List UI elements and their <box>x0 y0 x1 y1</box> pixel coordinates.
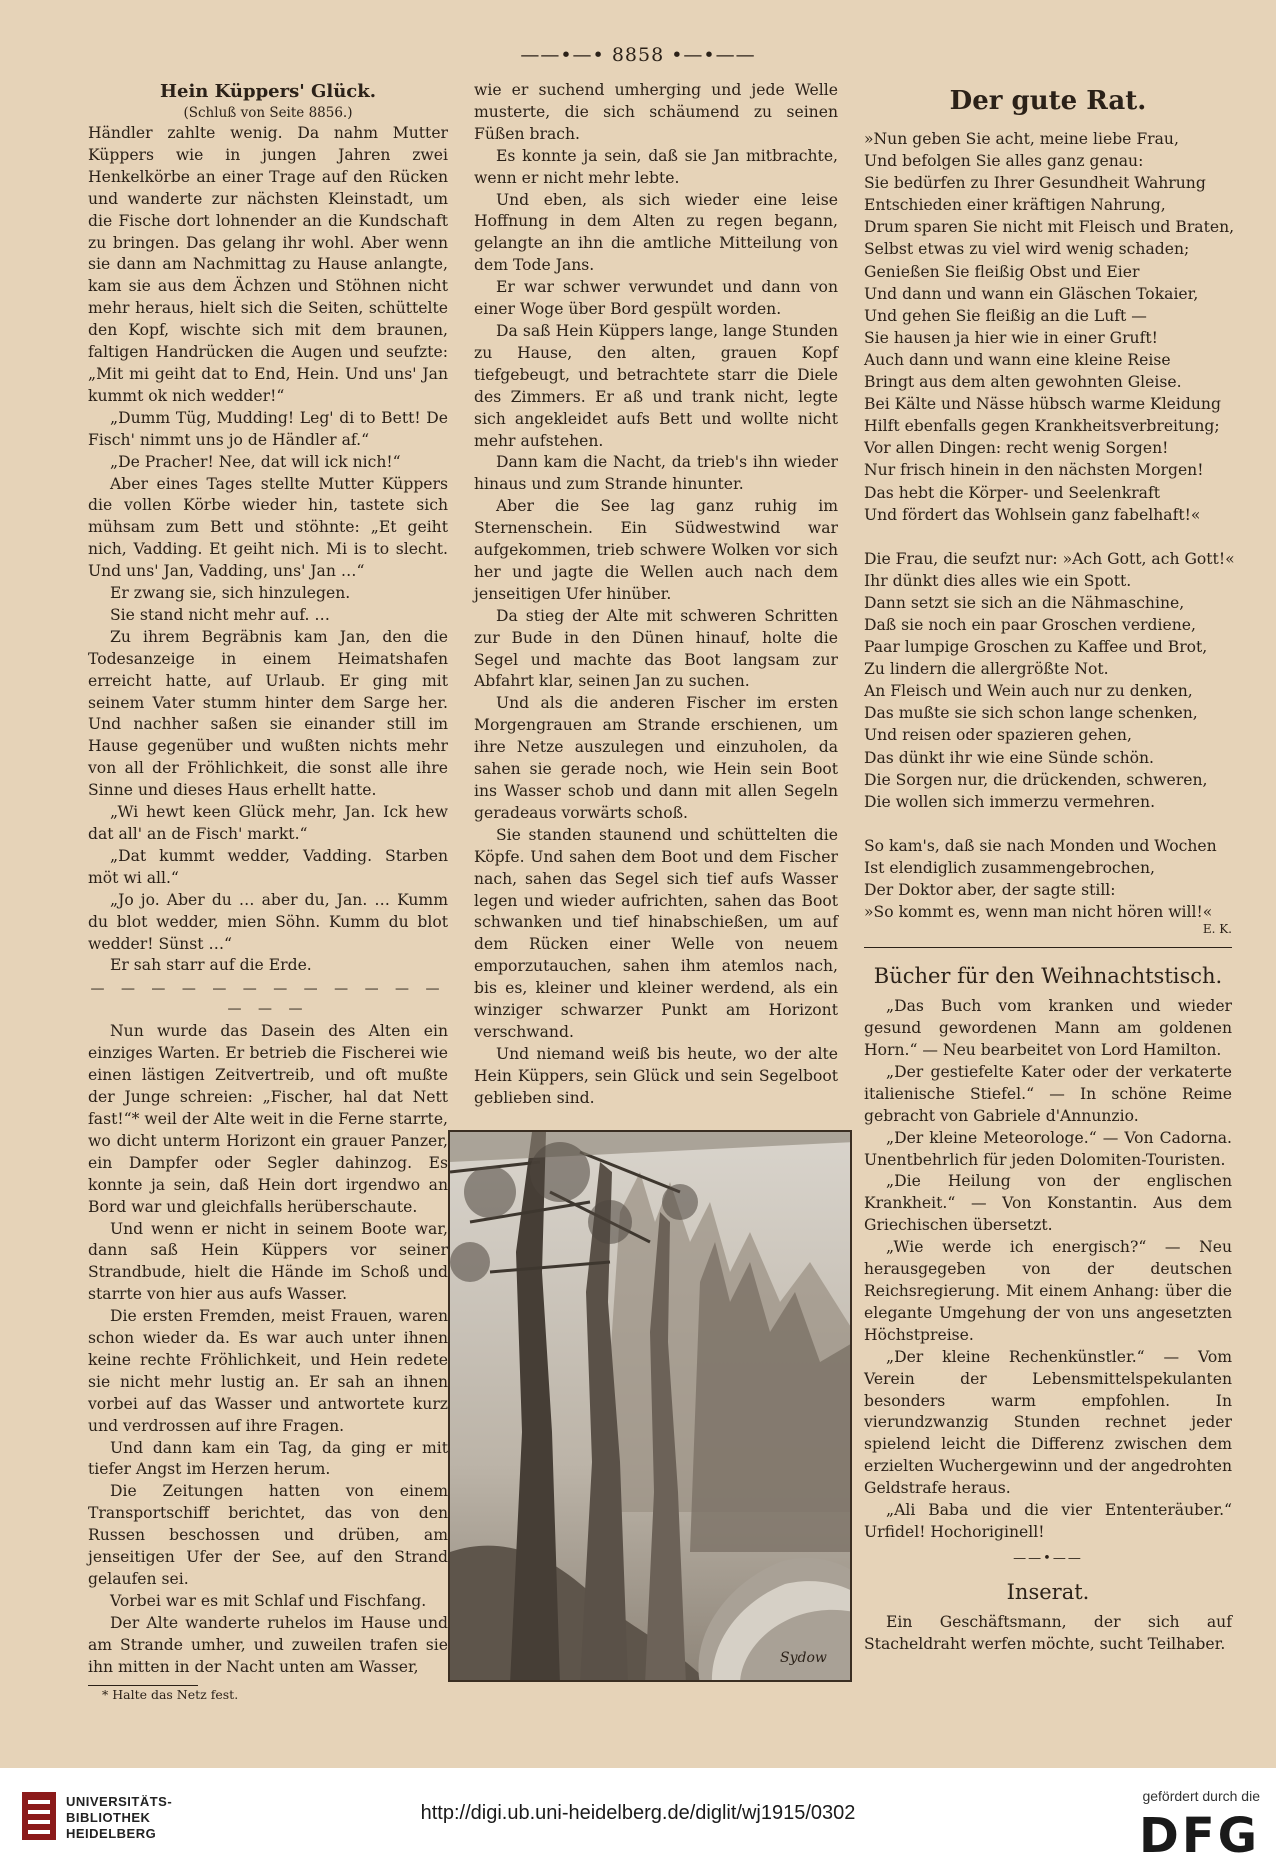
poem-line: Ist elendiglich zusammengebrochen, <box>864 858 1155 877</box>
paragraph: Aber die See lag ganz ruhig im Sternenschein. Ein Südwestwind war aufgekommen, trieb schwere Wolken vor sich her und jagte die Wellen auch nach dem jenseitigen Ufer hinüber. <box>474 497 838 603</box>
paragraph: Die ersten Fremden, meist Frauen, waren schon wieder da. Es war auch unter ihnen keine rechte Fröhlichkeit, und Hein redete sie nicht mehr lustig an. Er sah an ihnen vorbei auf das Wasser und antwortete kurz und verdrossen auf ihre Fragen. <box>88 1307 448 1435</box>
paragraph: Zu ihrem Begräbnis kam Jan, den die Todesanzeige in einem Heimatshafen erreicht hatte, auf Urlaub. Er ging mit seinem Vater stumm hinter dem Sarge her. Und nachher saßen sie einander still im Hause gegenüber und wußten nichts mehr von all der Fröhlichkeit, die sonst alle ihre Sinne und dieses Haus erhellt hatte. <box>88 627 448 800</box>
inserat-title: Inserat. <box>1006 1579 1090 1604</box>
poem-line: Das mußte sie sich schon lange schenken, <box>864 704 1198 723</box>
poem-line: Dann setzt sie sich an die Nähmaschine, <box>864 593 1185 612</box>
paragraph: wie er suchend umherging und jede Welle musterte, die sich schäumend zu seinen Füßen brach. <box>474 81 838 143</box>
poem-title: Der gute Rat. <box>949 86 1147 116</box>
book-item: „Der kleine Rechenkünstler.“ — Vom Verein der Lebensmittelspekulanten besonders warm empfohlen. In vierundzwanzig Stunden rechnet jeder spielend leicht die Differenz zwischen dem erzielten Wuchergewinn und der angedrohten Geldstrafe heraus. <box>864 1347 1232 1498</box>
section-rule <box>864 947 1232 948</box>
poem-line: Nur frisch hinein in den nächsten Morgen! <box>864 461 1204 480</box>
page-number-ornament-right: •—•—— <box>671 44 756 66</box>
poem-line: Ihr dünkt dies alles wie ein Spott. <box>864 571 1132 590</box>
poem-line: Die Frau, die seufzt nur: »Ach Gott, ach Gott!« <box>864 549 1235 568</box>
paragraph: Dann kam die Nacht, da trieb's ihn wieder hinaus und zum Strande hinunter. <box>474 453 838 494</box>
poem-line: So kam's, daß sie nach Monden und Wochen <box>864 836 1217 855</box>
paragraph: Er zwang sie, sich hinzulegen. <box>110 584 351 603</box>
poem-line: Auch dann und wann eine kleine Reise <box>864 350 1171 369</box>
poem-line: Genießen Sie fleißig Obst und Eier <box>864 262 1140 281</box>
section-divider: — — — — — — — — — — — — — — — <box>90 981 446 1018</box>
library-line-3: HEIDELBERG <box>66 1826 157 1841</box>
inserat-section <box>864 1578 1232 1656</box>
poem-line: Sie hausen ja hier wie in einer Gruft! <box>864 328 1158 347</box>
library-line-2: BIBLIOTHEK <box>66 1810 151 1825</box>
inserat-text: Ein Geschäftsmann, der sich auf Stacheldraht werfen möchte, sucht Teilhaber. <box>864 1612 1232 1653</box>
column-2 <box>474 80 838 1110</box>
article-title: Hein Küppers' Glück. <box>160 81 376 102</box>
paragraph: Sie stand nicht mehr auf. … <box>110 605 330 624</box>
poem-line: Der Doktor aber, der sagte still: <box>864 881 1116 899</box>
article-subtitle: (Schluß von Seite 8856.) <box>183 105 353 121</box>
paragraph: „Dumm Tüg, Mudding! Leg' di to Bett! De Fisch' nimmt uns jo de Händler af.“ <box>88 408 448 449</box>
paragraph: Und wenn er nicht in seinem Boote war, dann saß Hein Küppers vor seiner Strandbude, hielt die Hände im Schoß und starrte von hier aus aufs Wasser. <box>88 1219 448 1304</box>
paragraph: Und als die anderen Fischer im ersten Morgengrauen am Strande erschienen, um ihre Netze auszulegen und einzuholen, da sahen sie gerade noch, wie Hein sein Boot ins Wasser schob und dann mit allen Segeln geradeaus vorwärts schoß. <box>474 694 838 822</box>
poem-line: Das hebt die Körper- und Seelenkraft <box>864 483 1161 502</box>
paragraph: Nun wurde das Dasein des Alten ein einziges Warten. Er betrieb die Fischerei wie einen lästigen Zeitvertreib, und oft mußte der Junge schreien: „Fischer, hal dat Nett fast!“* weil der Alte weit in die Ferne starrte, wo dicht unterm Horizont ein grauer Panzer, ein Dampfer oder Segler dahinzog. Es konnte ja sein, daß Hein dort irgendwo an Bord war und gleichfalls herüberschaute. <box>88 1022 448 1216</box>
paragraph: „Dat kummt wedder, Vadding. Starben möt wi all.“ <box>88 846 448 887</box>
poem-line: Zu lindern die allergrößte Not. <box>864 660 1109 679</box>
paragraph: „Jo jo. Aber du … aber du, Jan. … Kumm du blot wedder, mien Söhn. Kumm du blot wedder! Sünst …“ <box>88 890 448 953</box>
paragraph: Da stieg der Alte mit schweren Schritten zur Bude in den Dünen hinauf, holte die Segel und machte das Boot langsam zur Abfahrt klar, seinen Jan zu suchen. <box>474 606 838 691</box>
footnote: * Halte das Netz fest. <box>102 1686 239 1702</box>
book-item: „Wie werde ich energisch?“ — Neu herausgegeben von der deutschen Reichsregierung. Mit einem Anhang: über die elegante Umgehung der von uns angesetzten Höchstpreise. <box>864 1238 1232 1344</box>
paragraph: Der Alte wanderte ruhelos im Hause und am Strande umher, und zuweilen trafen sie ihn mitten in der Nacht unten am Wasser, <box>88 1613 448 1676</box>
paragraph: „Wi hewt keen Glück mehr, Jan. Ick hew dat all' an de Fisch' markt.“ <box>88 803 448 843</box>
book-item: „Der gestiefelte Kater oder der verkaterte italienische Stiefel.“ — In schöne Reime gebracht von Gabriele d'Annunzio. <box>864 1062 1232 1125</box>
poem-line: Sie bedürfen zu Ihrer Gesundheit Wahrung <box>864 174 1206 193</box>
poem-line: Die wollen sich immerzu vermehren. <box>864 792 1156 811</box>
book-item: „Der kleine Meteorologe.“ — Von Cadorna. Unentbehrlich für jeden Dolomiten-Touristen. <box>864 1128 1232 1169</box>
poem-line: Und reisen oder spazieren gehen, <box>864 726 1132 745</box>
library-line-1: UNIVERSITÄTS- <box>66 1794 173 1809</box>
poem-line: Und dann und wann ein Gläschen Tokaier, <box>864 284 1199 303</box>
page-number-value: 8858 <box>611 44 665 66</box>
book-item: „Die Heilung von der englischen Krankheit.“ — Von Konstantin. Aus dem Griechischen übersetzt. <box>864 1172 1232 1235</box>
poem-line: »So kommt es, wenn man nicht hören will!« <box>864 903 1213 922</box>
column-1 <box>88 80 448 1703</box>
artist-signature: Sydow <box>780 1650 827 1666</box>
footer-bar <box>0 1768 1276 1873</box>
poem-line: Und befolgen Sie alles ganz genau: <box>864 152 1144 171</box>
dfg-logo: DFG <box>1138 1808 1260 1864</box>
poem-line: Hilft ebenfalls gegen Krankheitsverbreitung; <box>864 417 1220 436</box>
poem-stanza-2 <box>864 548 1235 813</box>
paragraph: Es konnte ja sein, daß sie Jan mitbrachte, wenn er nicht mehr lebte. <box>474 146 838 187</box>
forest-picture <box>450 1132 852 1682</box>
paragraph: Er sah starr auf die Erde. <box>110 956 312 975</box>
ornament-divider: ——•—— <box>1013 1550 1083 1566</box>
poem-stanza-3 <box>864 835 1232 923</box>
poem-line: Und fördert das Wohlsein ganz fabelhaft!« <box>864 505 1201 524</box>
poem-line: Bei Kälte und Nässe hübsch warme Kleidung <box>864 395 1221 414</box>
poem-line: Drum sparen Sie nicht mit Fleisch und Braten, <box>864 218 1235 237</box>
poem-line: »Nun geben Sie acht, meine liebe Frau, <box>864 130 1179 148</box>
poem-line: Und gehen Sie fleißig an die Luft — <box>864 306 1147 325</box>
poem-line: Das dünkt ihr wie eine Sünde schön. <box>864 748 1155 767</box>
poem-signature: E. K. <box>1202 922 1232 937</box>
book-item: „Ali Baba und die vier Ententeräuber.“ Urfidel! Hochoriginell! <box>864 1501 1232 1541</box>
page-number <box>0 44 1276 66</box>
permalink-url[interactable]: http://digi.ub.uni-heidelberg.de/diglit/wj1915/0302 <box>420 1802 856 1824</box>
poem-stanza-1 <box>864 128 1235 526</box>
poem <box>864 128 1235 937</box>
page-number-ornament-left: ——•—• <box>520 44 605 66</box>
paragraph: Und dann kam ein Tag, da ging er mit tiefer Angst im Herzen herum. <box>88 1438 448 1479</box>
paragraph: Die Zeitungen hatten von einem Transportschiff berichtet, das von den Russen beschossen und drüben, am jenseitigen Ufer der See, auf den Strand gelaufen sei. <box>88 1482 448 1588</box>
paragraph: Und niemand weiß bis heute, wo der alte Hein Küppers, sein Glück und sein Segelboot geblieben sind. <box>474 1044 838 1107</box>
funding-note: gefördert durch die <box>1142 1788 1260 1804</box>
books-title: Bücher für den Weihnachtstisch. <box>873 964 1223 989</box>
paragraph: Vorbei war es mit Schlaf und Fischfang. <box>110 1591 427 1610</box>
paragraph: Aber eines Tages stellte Mutter Küppers die vollen Körbe wieder hin, tastete sich mühsam zum Bett und stöhnte: „Et geiht nich, Vadding. Et geiht nich. Mi is to slecht. Und uns' Jan, Vadding, uns' Jan …“ <box>88 474 448 581</box>
paragraph: Und eben, als sich wieder eine leise Hoffnung in dem Alten zu regen begann, gelangte an ihn die amtliche Mitteilung von dem Tode Jans. <box>474 190 838 275</box>
poem-line: Die Sorgen nur, die drückenden, schweren, <box>864 770 1208 789</box>
paragraph: „De Pracher! Nee, dat will ick nich!“ <box>110 452 401 471</box>
paragraph: Da saß Hein Küppers lange, lange Stunden zu Hause, den alten, grauen Kopf tiefgebeugt, und betrachtete starr die Diele des Zimmers. Er aß und trank nicht, legte sich angekleidet aufs Bett und wollte nicht mehr aufstehen. <box>474 321 838 450</box>
poem-line: An Fleisch und Wein auch nur zu denken, <box>864 682 1193 701</box>
poem-line: Bringt aus dem alten gewohnten Gleise. <box>864 373 1182 392</box>
books-section <box>864 962 1232 1544</box>
poem-line: Selbst etwas zu viel wird wenig schaden; <box>864 240 1190 259</box>
paragraph: Händler zahlte wenig. Da nahm Mutter Küppers wie in jungen Jahren zwei Henkelkörbe an einer Trage auf den Rücken und wanderte zur nächsten Kleinstadt, um die Fische dort lohnender an die Kundschaft zu bringen. Das gelang ihr wohl. Aber wenn sie dann am Nachmittag zu Hause anlangte, kam sie aus dem Ächzen und Stöhnen nicht mehr heraus, hielt sich die Seiten, schüttelte den Kopf, wischte sich mit dem braunen, faltigen Handrücken die Augen und seufzte: „Mit mi geiht dat to End, Hein. Und uns' Jan kummt ok nich wedder!“ <box>88 124 448 405</box>
poem-line: Paar lumpige Groschen zu Kaffee und Brot, <box>864 638 1208 657</box>
paragraph: Er war schwer verwundet und dann von einer Woge über Bord gespült worden. <box>474 278 838 319</box>
poem-line: Entschieden einer kräftigen Nahrung, <box>864 196 1166 215</box>
column-3 <box>864 80 1235 1656</box>
poem-line: Daß sie noch ein paar Groschen verdiene, <box>864 615 1196 634</box>
book-item: „Das Buch vom kranken und wieder gesund gewordenen Mann am goldenen Horn.“ — Neu bearbeitet von Lord Hamilton. <box>864 997 1232 1059</box>
paragraph: Sie standen staunend und schüttelten die Köpfe. Und sahen dem Boot und dem Fischer nach, sahen das Segel sich tief aufs Wasser legen und wieder aufrichten, sahen das Boot schwanken und tief hinabschießen, um auf dem Rücken einer Welle von neuem emporzutauchen, sahen ihm atemlos nach, bis es, kleiner und kleiner werdend, als ein winziger schwarzer Punkt am Horizont verschwand. <box>474 825 838 1041</box>
forest-illustration <box>448 1130 852 1682</box>
poem-line: Vor allen Dingen: recht wenig Sorgen! <box>864 439 1169 458</box>
